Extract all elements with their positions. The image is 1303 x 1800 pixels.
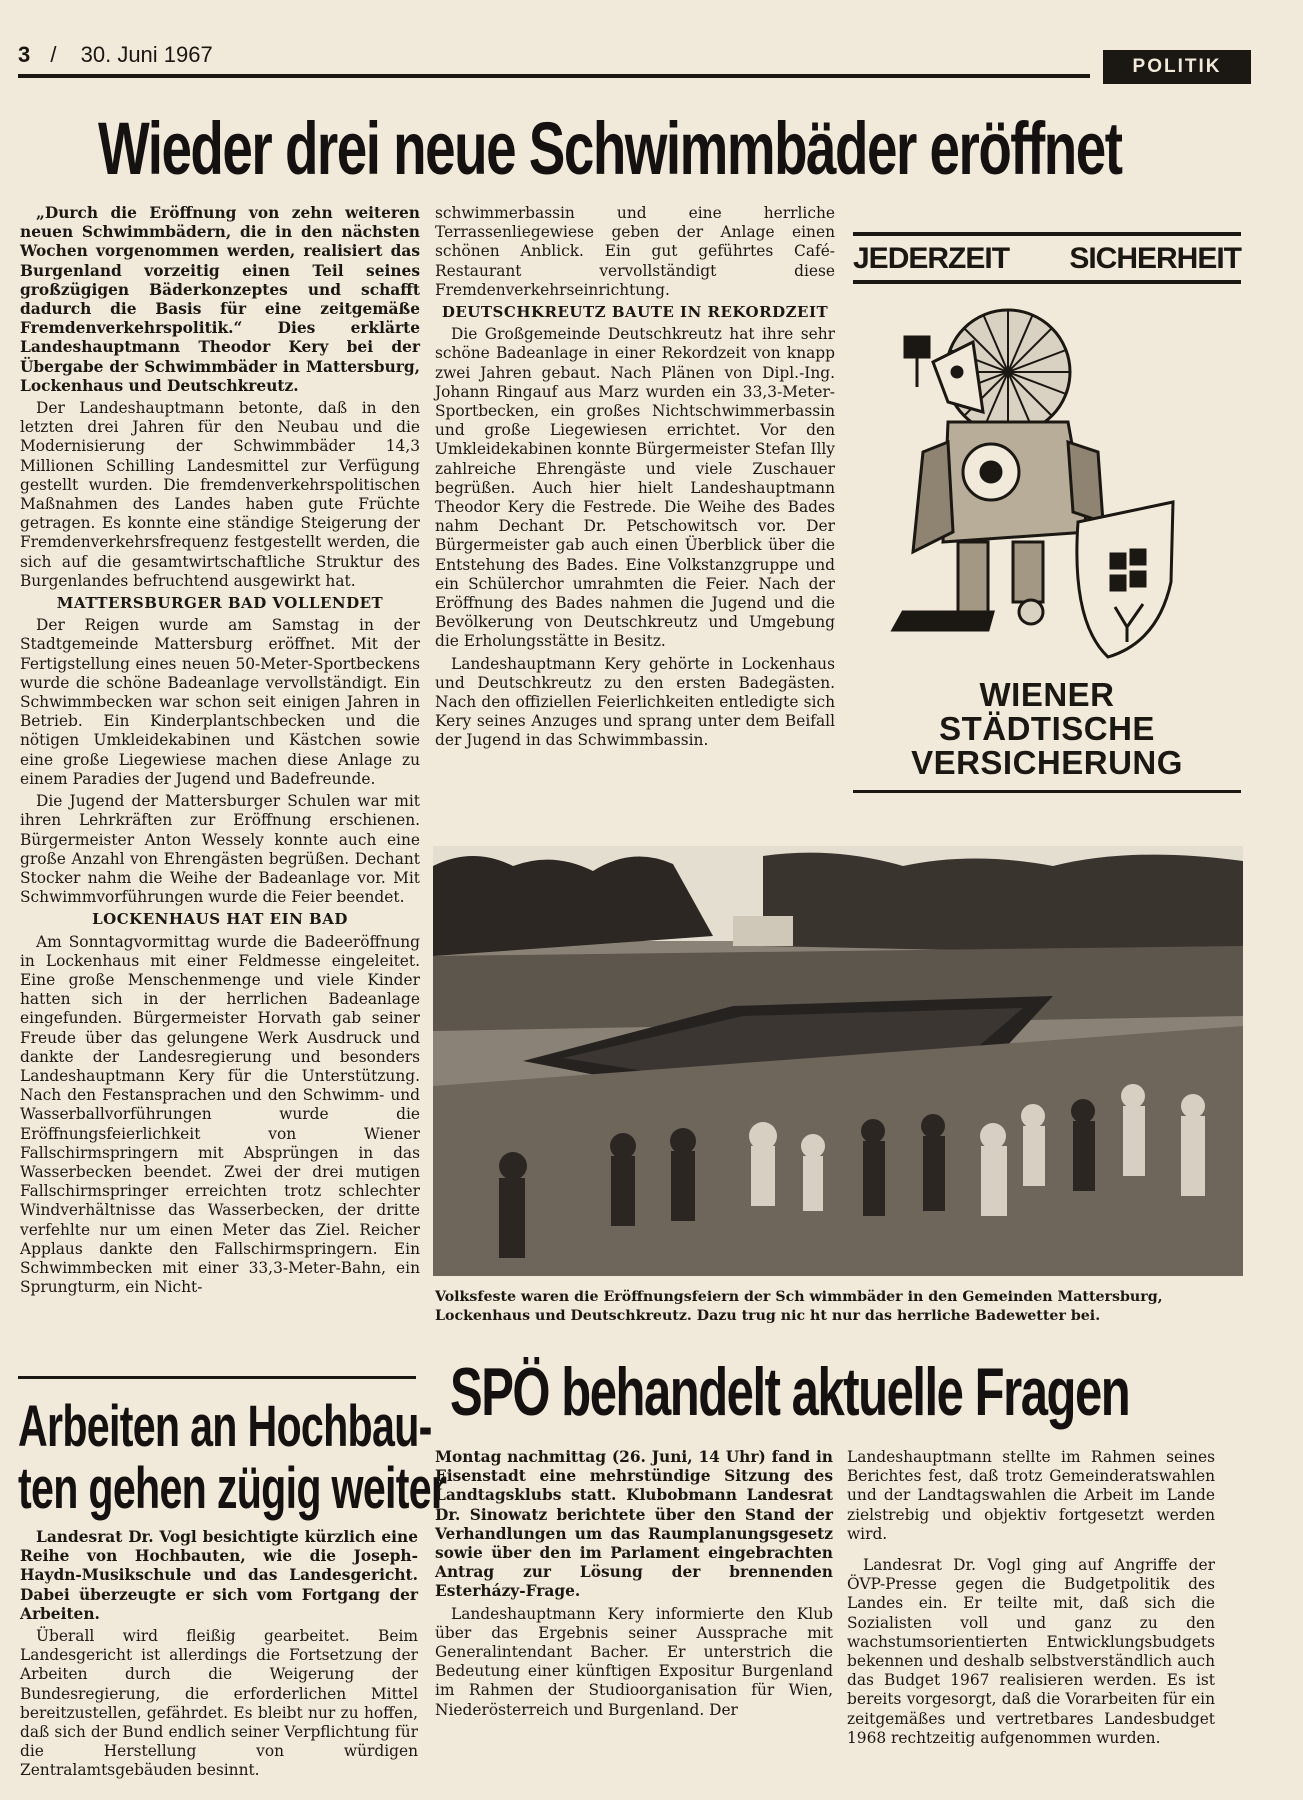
article3-headline: SPÖ behandelt aktuelle Fragen bbox=[450, 1354, 1130, 1430]
advert-company-line-2: STÄDTISCHE bbox=[939, 710, 1155, 747]
section-label: POLITIK bbox=[1103, 50, 1251, 84]
article3-paragraph-2: Landeshauptmann stellte im Rahmen seines Berichtes fest, daß trotz Gemeinderatswahlen und der Landtagswahlen die Arbeit im Lande zielstrebig und objektiv fortgesetzt werden wird. bbox=[847, 1448, 1215, 1543]
knight-illustration bbox=[853, 292, 1241, 672]
subhead-lockenhaus: LOCKENHAUS HAT EIN BAD bbox=[92, 910, 348, 929]
article2-body bbox=[20, 1528, 418, 1784]
main-paragraph-3: Die Jugend der Mattersburger Schulen war mit ihren Lehrkräften zur Eröffnung erschienen. Bürgermeister Anton Wessely konnte auch eine große Anzahl von Ehrengästen begrüßen. Dechant Stocker nahm die Weihe der Badeanlage vor. Mit Schwimmvorführungen wurde die Feier beendet. bbox=[20, 792, 420, 907]
article3-paragraph-3: Landesrat Dr. Vogl ging auf Angriffe der ÖVP-Presse gegen die Budgetpolitik des Landes ein. Er teilte mit, daß sich die Sozialisten voll und ganz zu den wachstumsorientierten Entwicklungsbudgets bekennen und deshalb selbstverständlich auch das Budget 1967 realisieren werden. Es ist bereits vorgesorgt, daß die Vorarbeiten für ein zeitgemäßes und vertretbares Landesbudget 1968 rechtzeitig aufgenommen wurden. bbox=[847, 1556, 1215, 1747]
main-paragraph-2: Der Reigen wurde am Samstag in der Stadtgemeinde Mattersburg eröffnet. Mit der Fertigstellung eines neuen 50-Meter-Sportbeckens wurde die schöne Badeanlage vervollständigt. Ein Schwimmbecken war schon seit einigen Jahren in Betrieb. Ein Kinderplantschbecken und die nötigen Umkleidekabinen und Kästchen sowie eine große Liegewiese machen diese Anlage zu einem Paradies der Jugend und Badefreunde. bbox=[20, 616, 420, 788]
insurance-advert bbox=[853, 232, 1241, 812]
main-paragraph-7: Landeshauptmann Kery gehörte in Lockenhaus und Deutschkreutz zu den ersten Badegästen. Nach den offiziellen Feierlichkeiten entledigte sich Kery seines Anzuges und sprang unter dem Beifall der Jugend in das Schwimmbassin. bbox=[435, 654, 835, 750]
main-paragraph-6: Die Großgemeinde Deutschkreutz hat ihre sehr schöne Badeanlage in einer Rekordzeit von knapp zwei Jahren gebaut. Nach Plänen von Dipl.-Ing. Johann Ringauf aus Marz wurden ein 33,3-Meter-Sportbecken, ein großes Nichtschwimmerbassin und große Liegewiesen errichtet. Vor den Umkleidekabinen konnte Bürgermeister Stefan Illy zahlreiche Ehrengäste und viele Zuschauer begrüßen. Auch hier hielt Landeshauptmann Theodor Kery die Festrede. Die Weihe des Bades nahm Dechant Dr. Petschowitsch vor. Der Bürgermeister gab auch einen Überblick über die Entstehung des Bades. Eine Volkstanzgruppe und ein Schülerchor umrahmten die Feier. Nach der Eröffnung des Bades nahmen die Jugend und die Bevölkerung von Deutschkreutz und Umgebung die Erholungsstätte in Besitz. bbox=[435, 325, 835, 651]
article2-paragraph-1: Überall wird fleißig gearbeitet. Beim Landesgericht ist allerdings die Fortsetzung der Arbeiten durch die Weigerung der Bundesregierung, die erforderlichen Mittel bereitzustellen, gefährdet. Es bleibt nur zu hoffen, daß sich der Bund endlich seiner Verpflichtung für die Herstellung von würdigen Zentralamtsgebäuden besinnt. bbox=[20, 1627, 418, 1780]
advert-company bbox=[853, 678, 1241, 780]
article2-lead: Landesrat Dr. Vogl besichtigte kürzlich eine Reihe von Hochbauten, wie die Joseph-Haydn-Musikschule und das Landesgericht. Dabei überzeugte er sich vom Fortgang der Arbeiten. bbox=[20, 1528, 418, 1623]
subhead-mattersburg: MATTERSBURGER BAD VOLLENDET bbox=[56, 594, 384, 613]
photo-caption: Volksfeste waren die Eröffnungsfeiern der Sch wimmbäder in den Gemeinden Mattersburg, Lockenhaus und Deutschkreutz. Dazu trug nic ht nur das herrliche Badewetter bei. bbox=[435, 1289, 1163, 1324]
advert-company-line-1: WIENER bbox=[979, 676, 1115, 713]
article3-paragraph-1: Landeshauptmann Kery informierte den Klub über das Ergebnis seiner Aussprache mit Generalintendant Bacher. Er unterstrich die Bedeutung einer künftigen Expositur Burgenland im Rahmen der Studioorganisation für Wien, Niederösterreich und Burgenland. Der bbox=[435, 1604, 833, 1719]
main-paragraph-1: Der Landeshauptmann betonte, daß in den letzten drei Jahren für den Neubau und die Modernisierung der Schwimmbäder 14,3 Millionen Schilling Landesmittel zur Verfügung gestellt wurden. Die fremdenverkehrspolitischen Maßnahmen des Landes haben gute Früchte getragen. Es konnte eine ständige Steigerung der Fremdenverkehrsfrequenz festgestellt werden, die sich auf die gesamtwirtschaftliche Struktur des Burgenlandes befruchtend ausgewirkt hat. bbox=[20, 399, 420, 590]
main-headline: Wieder drei neue Schwimmbäder eröffnet bbox=[98, 107, 1122, 190]
advert-top-rule bbox=[853, 232, 1241, 236]
advert-slogan bbox=[853, 242, 1241, 276]
main-lead: „Durch die Eröffnung von zehn weiteren neuen Schwimmbädern, die in den nächsten Wochen vorgenommen werden, realisiert das Burgenland vorzeitig einen Teil seines großzügigen Bäderkonzeptes und schafft dadurch die Basis für eine zeitgemäße Fremdenverkehrspolitik.“ Dies erklärte Landeshauptmann Theodor Kery bei der Übergabe der Schwimmbäder in Mattersburg, Lockenhaus und Deutschkreutz. bbox=[20, 204, 420, 395]
main-column-2 bbox=[435, 204, 835, 754]
page-header: 3 / 30. Juni 1967 bbox=[18, 42, 213, 67]
page-number: 3 bbox=[18, 42, 31, 67]
article3-column-2 bbox=[847, 1448, 1215, 1751]
advert-bottom-rule bbox=[853, 790, 1241, 793]
issue-date: 30. Juni 1967 bbox=[80, 42, 213, 67]
advert-slogan-rule bbox=[853, 280, 1241, 284]
article2-headline bbox=[18, 1396, 446, 1520]
article2-top-rule bbox=[18, 1376, 416, 1379]
swimming-pool-photo bbox=[433, 846, 1243, 1276]
advert-company-line-3: VERSICHERUNG bbox=[911, 744, 1183, 781]
article3-lead: Montag nachmittag (26. Juni, 14 Uhr) fand in Eisenstadt eine mehrstündige Sitzung des Landtagsklubs statt. Klubobmann Landesrat Dr. Sinowatz berichtete über den Stand der Verhandlungen um das Raumplanungsgesetz sowie über den im Parlament eingebrachten Antrag zur Lösung der brennenden Esterházy-Frage. bbox=[435, 1448, 833, 1601]
subhead-deutschkreutz: DEUTSCHKREUTZ BAUTE IN REKORDZEIT bbox=[441, 303, 829, 322]
header-rule bbox=[18, 74, 1090, 78]
advert-slogan-left: JEDERZEIT bbox=[853, 242, 1010, 275]
article2-headline-line-2: ten gehen zügig weiter bbox=[18, 1456, 447, 1521]
article2-headline-line-1: Arbeiten an Hochbau- bbox=[18, 1394, 432, 1459]
main-paragraph-4: Am Sonntagvormittag wurde die Badeeröffnung in Lockenhaus mit einer Feldmesse eingeleitet. Eine große Menschenmenge und viele Kinder hatten sich in der herrlichen Badeanlage eingefunden. Bürgermeister Horvath gab seiner Freude über das gelungene Werk Ausdruck und dankte der Landesregierung und besonders Landeshauptmann Kery für die Unterstützung. Nach den Festansprachen und den Schwimm- und Wasserballvorführungen wurde die Eröffnungsfeierlichkeit von Wiener Fallschirmspringern mit Absprüngen in das Wasserbecken beendet. Zwei der drei mutigen Fallschirmspringer erreichten trotz schlechter Windverhältnisse das Wasserbecken, der dritte verfehlte nur um einen Meter das Ziel. Reicher Applaus dankte den Fallschirmspringern. Ein Schwimmbecken mit einer 33,3-Meter-Bahn, ein Sprungturm, ein Nicht- bbox=[20, 932, 420, 1297]
advert-slogan-right: SICHERHEIT bbox=[1069, 242, 1241, 275]
main-column-1 bbox=[20, 204, 420, 1300]
main-paragraph-5: schwimmerbassin und eine herrliche Terrassenliegewiese geben der Anlage einen schönen Anblick. Ein gut geführtes Café-Restaurant vervollständigt diese Fremdenverkehrseinrichtung. bbox=[435, 204, 835, 299]
article3-column-1 bbox=[435, 1448, 833, 1723]
